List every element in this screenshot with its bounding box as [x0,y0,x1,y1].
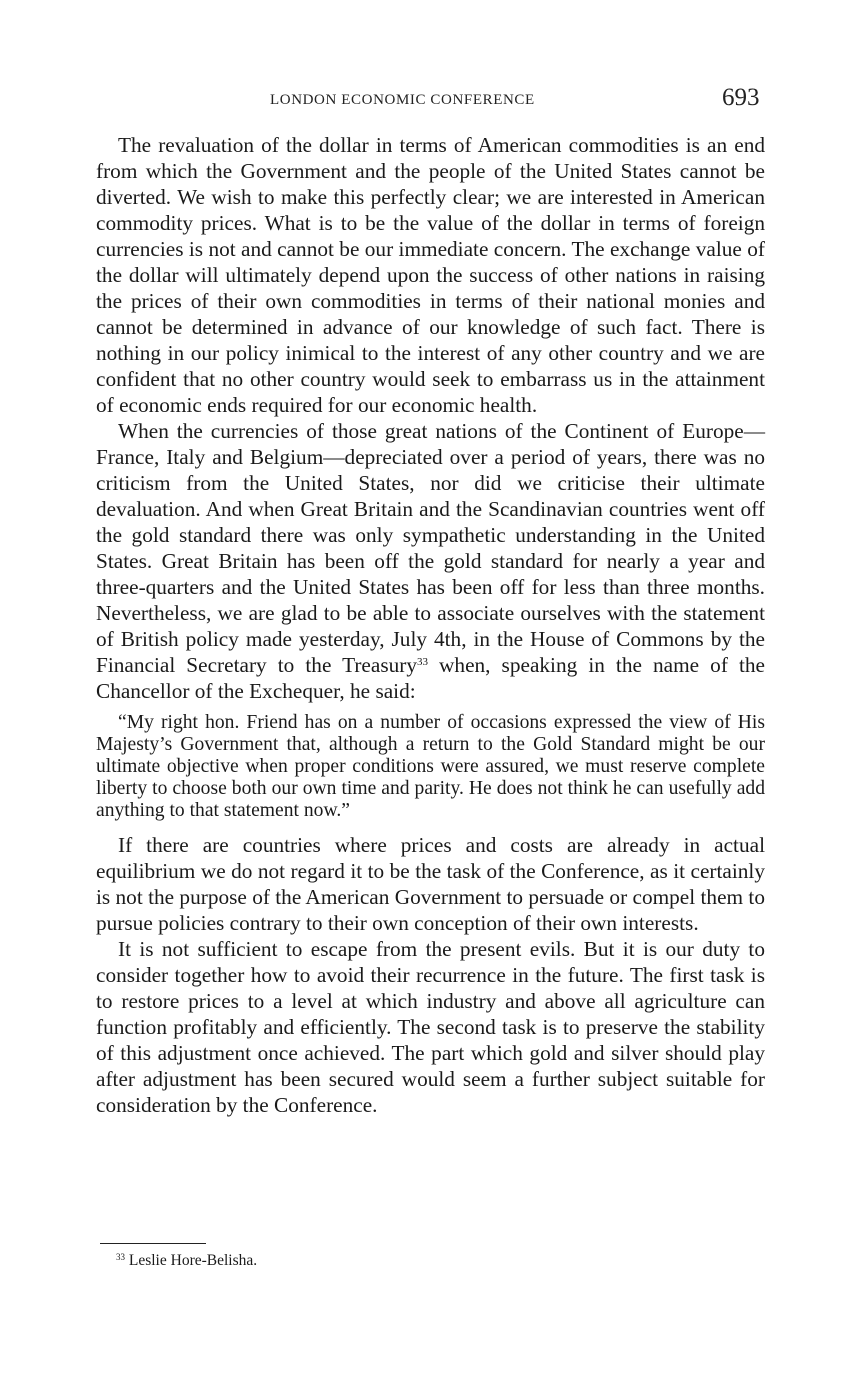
running-title: LONDON ECONOMIC CONFERENCE [270,92,535,108]
block-quote: “My right hon. Friend has on a number of occasions expressed the view of His Majesty’s Government that, although a return to the Gold Standard might be our ultimate objective when proper conditions were assured, we must reserve complete liberty to choose both our own time and parity. He does not think he can usefully add anything to that statement now.” [96,712,765,821]
footnote-divider [100,1243,206,1244]
paragraph-2-text-end: when, speaking in the name of the Chancellor of the Exchequer, he said: [96,653,765,703]
paragraph-4: It is not sufficient to escape from the present evils. But it is our duty to consider together how to avoid their recurrence in the future. The first task is to restore prices to a level at which industry and above all agriculture can function profitably and efficiently. The second task is to preserve the stability of this adjustment once achieved. The part which gold and silver should play after adjustment has been secured would seem a further subject suitable for consideration by the Conference. [96,937,765,1117]
footnote-reference[interactable]: 33 [417,656,428,668]
paragraph-2-text-start: When the currencies of those great nations of the Continent of Europe—France, Italy and Belgium—depreciated over a period of years, there was no criticism from the United States, nor did we criticise their ultimate devaluation. And when Great Britain and the Scandinavian countries went off the gold standard there was only sympathetic understanding in the United States. Great Britain has been off the gold standard for nearly a year and three-quarters and the United States has been off for less than three months. Nevertheless, we are glad to be able to associate ourselves with the statement of British policy made yesterday, July 4th, in the House of Commons by the Financial Secretary to the Treasury [96,419,765,677]
paragraph-2 [96,418,765,704]
footnote [116,1252,257,1270]
footnote-marker: 33 [116,1252,125,1262]
page-number: 693 [722,84,760,111]
body-text [96,132,765,1118]
paragraph-3: If there are countries where prices and costs are already in actual equilibrium we do not regard it to be the task of the Conference, as it certainly is not the purpose of the American Government to persuade or compel them to pursue policies contrary to their own conception of their own interests. [96,833,765,935]
paragraph-1: The revaluation of the dollar in terms of American commodities is an end from which the Government and the people of the United States cannot be diverted. We wish to make this perfectly clear; we are interested in American commodity prices. What is to be the value of the dollar in terms of foreign currencies is not and cannot be our immediate concern. The exchange value of the dollar will ultimately depend upon the success of other nations in raising the prices of their own commodities in terms of their national monies and cannot be determined in advance of our knowledge of such fact. There is nothing in our policy inimical to the interest of any other country and we are confident that no other country would seek to embarrass us in the attainment of economic ends required for our economic health. [96,133,765,417]
footnote-text: Leslie Hore-Belisha. [128,1252,258,1269]
